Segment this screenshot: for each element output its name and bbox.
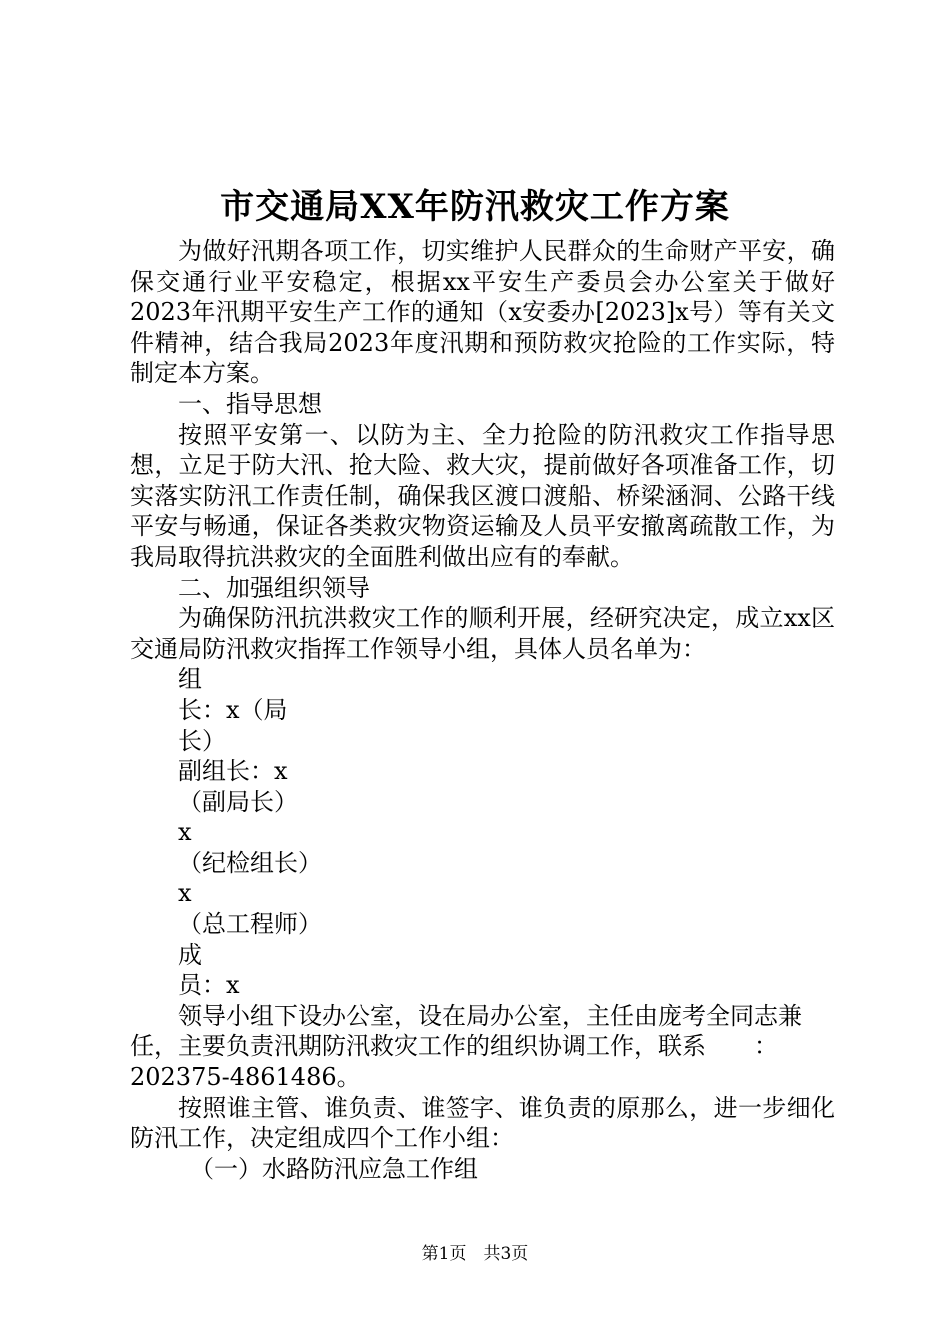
section-heading-guiding-ideology: 一、指导思想	[178, 389, 322, 418]
member-line: 成	[178, 940, 202, 969]
work-groups-paragraph: 按照谁主管、谁负责、谁签字、谁负责的原那么，进一步细化防汛工作，决定组成四个工作小组：	[130, 1093, 835, 1153]
office-paragraph-line: 任，主要负责汛期防汛救灾工作的组织协调工作，联系 ：	[130, 1032, 778, 1061]
member-line: 副组长：x	[178, 757, 288, 786]
document-title: 市交通局XX年防汛救灾工作方案	[220, 187, 730, 227]
member-line: （副局长）	[178, 787, 298, 816]
page-footer: 第1页 共3页	[421, 1244, 529, 1264]
intro-paragraph: 为做好汛期各项工作，切实维护人民群众的生命财产平安，确保交通行业平安稳定，根据xx平安生产委员会办公室关于做好2023年汛期平安生产工作的通知（x安委办[2023]x号）等有关文件精神，结合我局2023年度汛期和预防救灾抢险的工作实际，特制定本方案。	[130, 237, 835, 388]
organization-paragraph: 为确保防汛抗洪救灾工作的顺利开展，经研究决定，成立xx区交通局防汛救灾指挥工作领导小组，具体人员名单为：	[130, 604, 835, 663]
office-paragraph-line: 202375-4861486。	[130, 1063, 361, 1092]
section-heading-organization: 二、加强组织领导	[178, 573, 370, 602]
member-line: x	[178, 818, 192, 847]
member-line: 组	[178, 665, 202, 694]
member-line: （总工程师）	[178, 910, 322, 939]
guiding-ideology-paragraph: 按照平安第一、以防为主、全力抢险的防汛救灾工作指导思想，立足于防大汛、抢大险、救大灾，提前做好各项准备工作，切实落实防汛工作责任制，确保我区渡口渡船、桥梁涵洞、公路干线平安与畅通，保证各类救灾物资运输及人员平安撤离疏散工作，为我局取得抗洪救灾的全面胜利做出应有的奉献。	[130, 420, 835, 571]
member-line: 长：x（局	[178, 695, 288, 724]
office-paragraph-line: 领导小组下设办公室，设在局办公室，主任由庞考全同志兼	[178, 1001, 802, 1030]
member-line: （纪检组长）	[178, 848, 322, 877]
member-line: 员：x	[178, 971, 240, 1000]
group-heading-waterway: （一）水路防汛应急工作组	[190, 1154, 478, 1183]
document-body	[130, 236, 835, 1184]
member-line: 长）	[178, 726, 226, 755]
member-line: x	[178, 879, 192, 908]
